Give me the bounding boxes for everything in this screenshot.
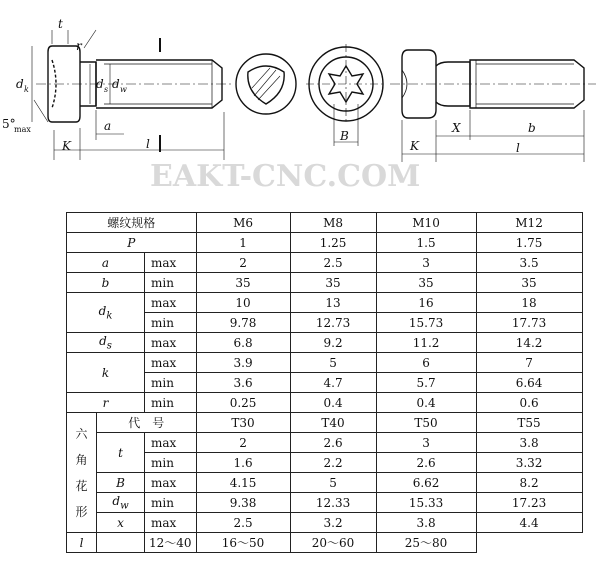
table-cell: 5 bbox=[290, 473, 376, 493]
table-cell: 10 bbox=[196, 293, 290, 313]
table-cell: 17.73 bbox=[476, 313, 582, 333]
label-B: B bbox=[340, 129, 349, 143]
row-tier bbox=[97, 533, 145, 553]
header-m6: M6 bbox=[196, 213, 290, 233]
label-l-right: l bbox=[516, 141, 520, 155]
table-cell: 8.2 bbox=[476, 473, 582, 493]
header-m10: M10 bbox=[376, 213, 476, 233]
table-cell: 17.23 bbox=[476, 493, 582, 513]
table-cell: 20～60 bbox=[290, 533, 376, 553]
table-cell: 15.73 bbox=[376, 313, 476, 333]
table-cell: 1 bbox=[196, 233, 290, 253]
label-angle: 5° bbox=[2, 117, 16, 131]
table-cell: 5.7 bbox=[376, 373, 476, 393]
row-tier: max bbox=[145, 513, 197, 533]
table-row-t-min bbox=[67, 453, 583, 473]
table-cell: T40 bbox=[290, 413, 376, 433]
label-dk: d bbox=[16, 77, 24, 91]
table-cell: 6 bbox=[376, 353, 476, 373]
table-cell: 0.25 bbox=[196, 393, 290, 413]
table-cell: 35 bbox=[196, 273, 290, 293]
label-dk-sub: k bbox=[24, 85, 29, 94]
label-b: b bbox=[528, 121, 536, 135]
table-cell: 1.5 bbox=[376, 233, 476, 253]
row-tier: max bbox=[145, 353, 197, 373]
table-cell: 11.2 bbox=[376, 333, 476, 353]
table-cell: 9.38 bbox=[196, 493, 290, 513]
table-row-k-min bbox=[67, 373, 583, 393]
row-label-ds: $d_s$ bbox=[67, 333, 145, 353]
row-tier: max bbox=[145, 293, 197, 313]
category-hexalobular: 六角花形 bbox=[67, 413, 97, 533]
header-spec: 螺纹规格 bbox=[67, 213, 197, 233]
header-m8: M8 bbox=[290, 213, 376, 233]
table-cell: 3.6 bbox=[196, 373, 290, 393]
table-cell: 2.2 bbox=[290, 453, 376, 473]
table-cell: 12.73 bbox=[290, 313, 376, 333]
screw-technical-drawing bbox=[0, 0, 603, 200]
row-label: l bbox=[67, 533, 97, 553]
table-row-x bbox=[67, 513, 583, 533]
table-cell: 13 bbox=[290, 293, 376, 313]
label-ds: d bbox=[96, 77, 104, 91]
table-row-B bbox=[67, 473, 583, 493]
table-row-hex-code bbox=[67, 413, 583, 433]
table-row-P bbox=[67, 233, 583, 253]
label-K-left: K bbox=[62, 139, 71, 153]
table-cell: 25～80 bbox=[376, 533, 476, 553]
label-ds-sub: s bbox=[104, 85, 109, 94]
row-tier: max bbox=[145, 473, 197, 493]
table-cell: 12.33 bbox=[290, 493, 376, 513]
table-cell: 3 bbox=[376, 253, 476, 273]
table-cell: 0.4 bbox=[290, 393, 376, 413]
table-cell: 35 bbox=[476, 273, 582, 293]
table-row-k-max bbox=[67, 353, 583, 373]
row-label: t bbox=[97, 433, 145, 473]
table-cell: 14.2 bbox=[476, 333, 582, 353]
table-cell: 3.32 bbox=[476, 453, 582, 473]
table-cell: 2.5 bbox=[290, 253, 376, 273]
table-row-dk-max bbox=[67, 293, 583, 313]
table-cell: 6.64 bbox=[476, 373, 582, 393]
table-cell: 9.2 bbox=[290, 333, 376, 353]
label-a: a bbox=[104, 119, 112, 133]
row-label-dk: $d_k$ bbox=[67, 293, 145, 333]
row-label: b bbox=[67, 273, 145, 293]
row-tier: min bbox=[145, 453, 197, 473]
label-t: t bbox=[58, 17, 63, 31]
table-cell: 3.8 bbox=[376, 513, 476, 533]
table-cell: 16 bbox=[376, 293, 476, 313]
row-tier: min bbox=[145, 393, 197, 413]
table-cell: 4.4 bbox=[476, 513, 582, 533]
table-cell: 7 bbox=[476, 353, 582, 373]
table-row-dk-min bbox=[67, 313, 583, 333]
table-cell: 1.6 bbox=[196, 453, 290, 473]
table-cell: T30 bbox=[196, 413, 290, 433]
table-cell: 5 bbox=[290, 353, 376, 373]
table-cell: 4.15 bbox=[196, 473, 290, 493]
row-tier: min bbox=[145, 313, 197, 333]
table-cell: 2.6 bbox=[376, 453, 476, 473]
table-cell: 1.75 bbox=[476, 233, 582, 253]
table-cell: 3 bbox=[376, 433, 476, 453]
table-cell: 2 bbox=[196, 433, 290, 453]
table-row-b bbox=[67, 273, 583, 293]
row-tier: min bbox=[145, 493, 197, 513]
table-row-t-max bbox=[67, 433, 583, 453]
table-cell: T55 bbox=[476, 413, 582, 433]
table-cell: 0.6 bbox=[476, 393, 582, 413]
row-label: x bbox=[97, 513, 145, 533]
table-cell: 3.9 bbox=[196, 353, 290, 373]
table-cell: 12～40 bbox=[145, 533, 197, 553]
table-cell: 0.4 bbox=[376, 393, 476, 413]
label-dw-sub: w bbox=[120, 85, 127, 94]
table-cell: 6.62 bbox=[376, 473, 476, 493]
table-cell: T50 bbox=[376, 413, 476, 433]
table-cell: 35 bbox=[376, 273, 476, 293]
spec-table bbox=[66, 212, 583, 553]
table-cell: 3.5 bbox=[476, 253, 582, 273]
table-row-header bbox=[67, 213, 583, 233]
table-row-ds bbox=[67, 333, 583, 353]
top-view-socket bbox=[236, 54, 296, 114]
table-cell: 2 bbox=[196, 253, 290, 273]
row-label: B bbox=[97, 473, 145, 493]
row-label: a bbox=[67, 253, 145, 273]
table-cell: 2.5 bbox=[196, 513, 290, 533]
table-cell: 35 bbox=[290, 273, 376, 293]
right-view-screw bbox=[390, 50, 596, 162]
table-cell: 3.8 bbox=[476, 433, 582, 453]
label-dw: d bbox=[112, 77, 120, 91]
table-cell: 4.7 bbox=[290, 373, 376, 393]
table-cell: 15.33 bbox=[376, 493, 476, 513]
table-cell: 9.78 bbox=[196, 313, 290, 333]
table-row-dw bbox=[67, 493, 583, 513]
table-row-r bbox=[67, 393, 583, 413]
row-label-dw: $d_w$ bbox=[97, 493, 145, 513]
table-cell: 18 bbox=[476, 293, 582, 313]
table-cell: 3.2 bbox=[290, 513, 376, 533]
label-r: r bbox=[76, 39, 82, 53]
label-K-right: K bbox=[410, 139, 419, 153]
table-cell: 6.8 bbox=[196, 333, 290, 353]
row-label: k bbox=[67, 353, 145, 393]
row-tier: max bbox=[145, 253, 197, 273]
table-cell: 16～50 bbox=[196, 533, 290, 553]
row-tier: max bbox=[145, 333, 197, 353]
table-row-l bbox=[67, 533, 583, 553]
watermark-text: EAKT-CNC.COM bbox=[150, 159, 421, 194]
row-tier: min bbox=[145, 273, 197, 293]
label-l-left: l bbox=[146, 137, 150, 151]
row-label: r bbox=[67, 393, 145, 413]
row-label-code: 代 号 bbox=[97, 413, 197, 433]
row-label: P bbox=[67, 233, 197, 253]
label-angle-sub: max bbox=[14, 125, 31, 134]
table-cell: 1.25 bbox=[290, 233, 376, 253]
row-tier: min bbox=[145, 373, 197, 393]
table-row-a bbox=[67, 253, 583, 273]
header-m12: M12 bbox=[476, 213, 582, 233]
row-tier: max bbox=[145, 433, 197, 453]
table-cell: 2.6 bbox=[290, 433, 376, 453]
label-X: X bbox=[452, 121, 461, 135]
